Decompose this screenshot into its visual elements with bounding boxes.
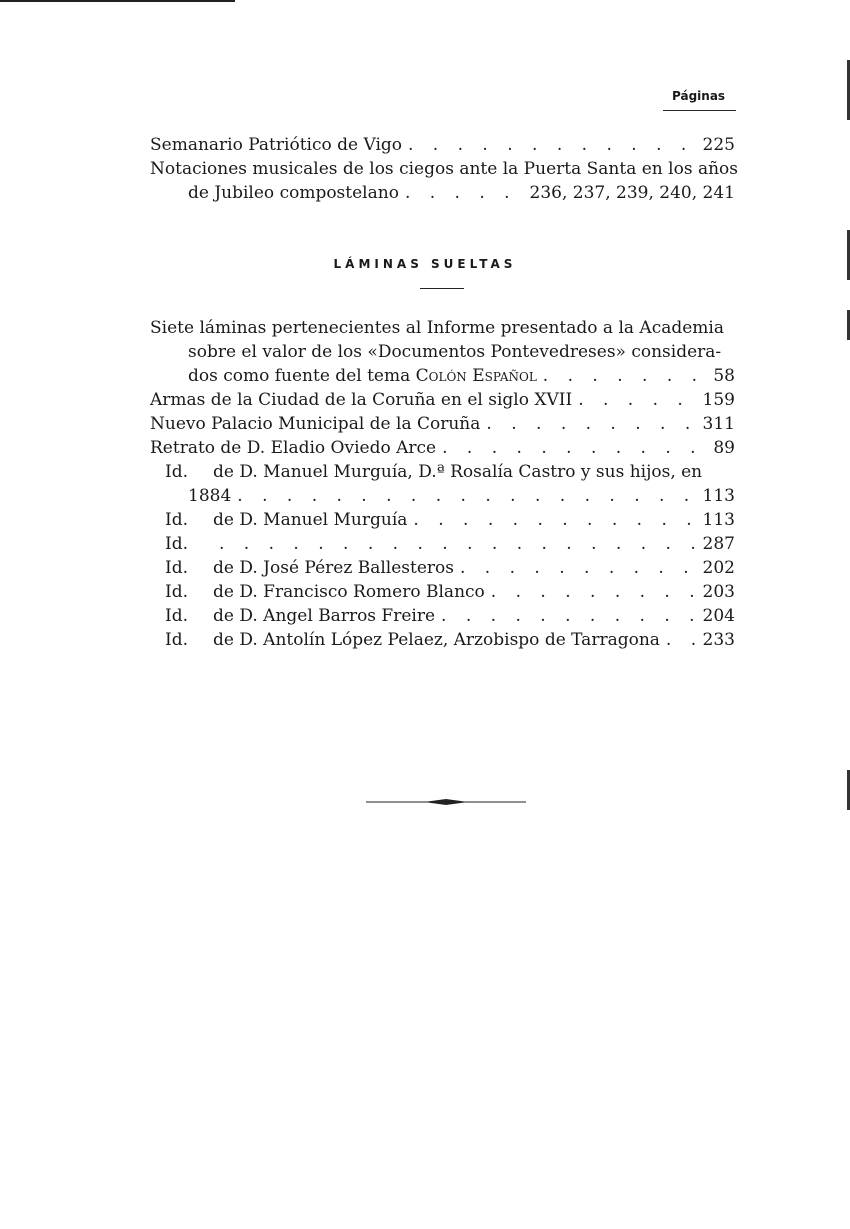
- index-entry: [165, 509, 735, 532]
- index-entry-continuation: [188, 485, 735, 508]
- entry-label: 1884: [188, 486, 232, 506]
- entry-label: sobre el valor de los «Documentos Pontevedreses» considera-: [188, 342, 722, 362]
- entry-label: [165, 605, 435, 628]
- index-entry-continuation: [188, 341, 735, 364]
- entry-page: 203: [702, 582, 735, 602]
- entry-page: 204: [702, 606, 735, 626]
- entry-label: Nuevo Palacio Municipal de la Coruña: [150, 414, 481, 434]
- leader-dots: [441, 605, 697, 628]
- entry-label-text: de D. Manuel Murguía: [213, 510, 408, 530]
- index-entry: [165, 533, 735, 556]
- entry-label: [165, 629, 660, 652]
- index-entry: [150, 413, 735, 436]
- leader-dots: [578, 389, 696, 412]
- index-entry-continuation: [188, 365, 735, 388]
- leader-dots: [237, 485, 696, 508]
- entry-label: Notaciones musicales de los ciegos ante la Puerta Santa en los años: [150, 159, 738, 179]
- index-entry: [150, 158, 738, 181]
- leader-dots: [413, 509, 696, 532]
- entry-label: [188, 365, 537, 388]
- top-rule: [0, 0, 235, 2]
- leader-dots: [442, 437, 707, 460]
- section-title: LÁMINAS SUELTAS: [333, 257, 517, 271]
- index-entry: [165, 461, 735, 484]
- entry-label: [165, 557, 454, 580]
- entry-page: 89: [713, 438, 735, 458]
- index-entry: [165, 605, 735, 628]
- leader-dots: [543, 365, 708, 388]
- entry-label: Semanario Patriótico de Vigo: [150, 135, 402, 155]
- entry-page: 225: [702, 135, 735, 155]
- entry-label-smallcaps: Colón Español: [415, 366, 537, 386]
- id-tag: Id.: [165, 462, 189, 482]
- entry-label-text: de D. Angel Barros Freire: [213, 606, 436, 626]
- leader-dots: [491, 581, 697, 604]
- index-entry: [150, 389, 735, 412]
- entry-page: 113: [702, 510, 735, 530]
- entry-label: Siete láminas pertenecientes al Informe presentado a la Academia: [150, 318, 724, 338]
- leader-dots: [405, 182, 524, 205]
- entry-label-text: de D. Francisco Romero Blanco: [213, 582, 485, 602]
- index-entry-continuation: [188, 182, 735, 205]
- entry-label: de D. Manuel Murguía, D.ª Rosalía Castro y sus hijos, en: [213, 462, 703, 482]
- leader-dots: [486, 413, 696, 436]
- entry-page: 311: [702, 414, 735, 434]
- entry-label: Retrato de D. Eladio Oviedo Arce: [150, 438, 437, 458]
- id-tag: Id.: [165, 630, 189, 650]
- leader-dots: [408, 134, 697, 157]
- entry-label: [165, 581, 485, 604]
- index-entry: [165, 581, 735, 604]
- leader-dots: [219, 533, 697, 556]
- index-entry: [165, 629, 735, 652]
- entry-page: 287: [702, 534, 735, 554]
- entry-label: Armas de la Ciudad de la Coruña en el siglo XVII: [150, 390, 573, 410]
- id-tag: Id.: [165, 606, 189, 626]
- index-entry: [165, 557, 735, 580]
- entry-label-prefix: dos como fuente del tema: [188, 366, 411, 386]
- entry-label: [165, 533, 213, 556]
- entry-label: de Jubileo compostelano: [188, 183, 399, 203]
- index-entry: [150, 134, 735, 157]
- entry-label: [165, 509, 407, 532]
- entry-page: 159: [702, 390, 735, 410]
- entry-page: 202: [702, 558, 735, 578]
- id-tag: Id.: [165, 558, 189, 578]
- entry-label-text: de D. José Pérez Ballesteros: [213, 558, 454, 578]
- entry-page: 236, 237, 239, 240, 241: [529, 183, 735, 203]
- entry-page: 113: [702, 486, 735, 506]
- entry-label-text: de D. Antolín López Pelaez, Arzobispo de Tarragona: [213, 630, 660, 650]
- column-label-rule: [663, 110, 736, 111]
- id-tag: Id.: [165, 534, 189, 554]
- leader-dots: [666, 629, 697, 652]
- section-rule: [420, 288, 464, 289]
- column-label: Páginas: [672, 89, 726, 103]
- index-entry: [150, 317, 735, 340]
- entry-page: 233: [702, 630, 735, 650]
- id-tag: Id.: [165, 582, 189, 602]
- leader-dots: [460, 557, 697, 580]
- end-ornament: [366, 796, 526, 808]
- id-tag: Id.: [165, 510, 189, 530]
- entry-page: 58: [713, 366, 735, 386]
- index-entry: [150, 437, 735, 460]
